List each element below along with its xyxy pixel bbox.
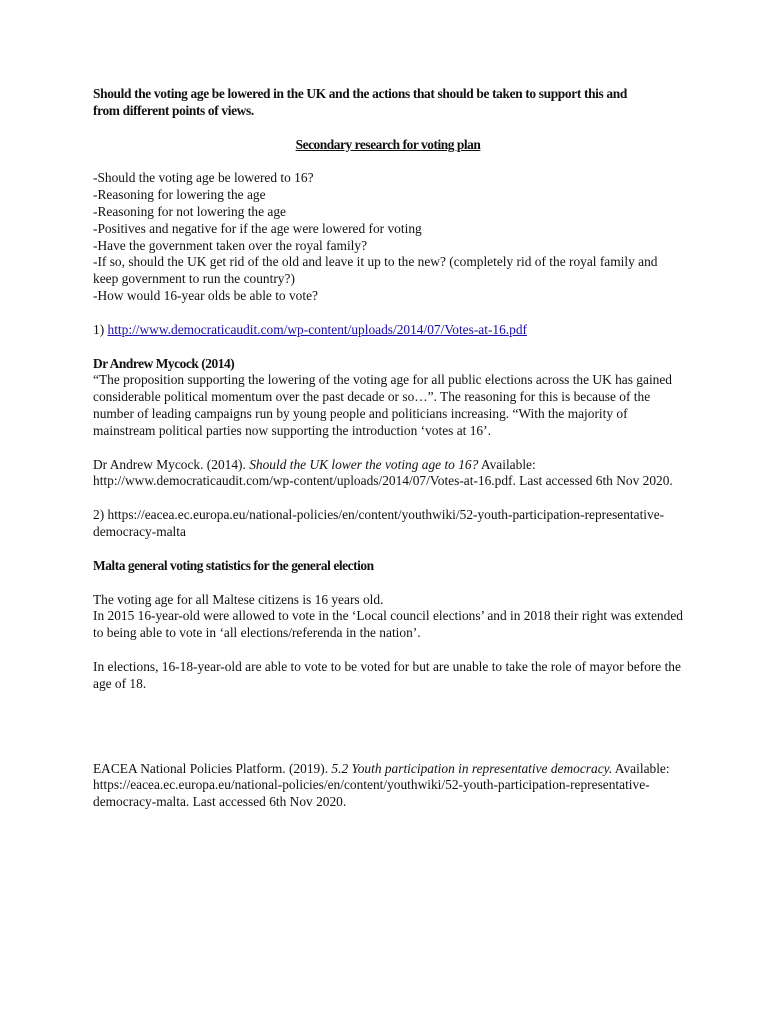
citation-1	[93, 457, 683, 491]
question-item: -Have the government taken over the royal family?	[93, 237, 368, 253]
source-2: 2) https://eacea.ec.europa.eu/national-policies/en/content/youthwiki/52-youth-participation-representative-democracy-malta	[93, 507, 665, 539]
question-item: -Positives and negative for if the age were lowered for voting	[93, 220, 422, 236]
author-heading: Dr Andrew Mycock (2014)	[93, 355, 235, 371]
malta-paragraph-2: In elections, 16-18-year-old are able to vote to be voted for but are unable to take the role of mayor before the age of 18.	[93, 658, 681, 691]
question-item: -If so, should the UK get rid of the old and leave it up to the new? (completely rid of the royal family and keep government to run the country?)	[93, 254, 658, 287]
source-1	[93, 322, 683, 339]
question-item: -Reasoning for lowering the age	[93, 187, 266, 203]
source-1-link[interactable]: http://www.democraticaudit.com/wp-content/uploads/2014/07/Votes-at-16.pdf	[107, 321, 528, 337]
subheading: Secondary research for voting plan	[295, 136, 481, 152]
title-line-1: Should the voting age be lowered in the UK and the actions that should be taken to support this and	[93, 86, 627, 101]
malta-p1-line-2: In 2015 16-year-old were allowed to vote in the ‘Local council elections’ and in 2018 their right was extended to being able to vote in ‘all elections/referenda in the nation’.	[93, 608, 683, 641]
quote-paragraph: “The proposition supporting the lowering of the voting age for all public elections across the UK has gained considerable political momentum over the past decade or so…”. The reasoning for this is because of the number of leading campaigns run by young people and politicians increasing. “With the majority of mainstream political parties now supporting the introduction ‘votes at 16’.	[93, 372, 673, 438]
source-1-number: 1)	[93, 321, 108, 337]
question-list	[93, 170, 683, 304]
title-line-2: from different points of views.	[93, 102, 254, 118]
citation-1-prefix: Dr Andrew Mycock. (2014).	[93, 456, 250, 472]
question-item: -Should the voting age be lowered to 16?	[93, 170, 314, 186]
malta-p1-line-1: The voting age for all Maltese citizens is 16 years old.	[93, 591, 384, 607]
document-page	[93, 86, 683, 811]
document-title	[93, 86, 683, 120]
question-item: -Reasoning for not lowering the age	[93, 203, 286, 219]
citation-1-suffix: Available: http://www.democraticaudit.com/wp-content/uploads/2014/07/Votes-at-16.pdf. Last accessed 6th Nov 2020.	[93, 456, 673, 489]
citation-2-title: 5.2 Youth participation in representative democracy.	[331, 760, 613, 776]
citation-1-title: Should the UK lower the voting age to 16?	[249, 456, 479, 472]
malta-paragraph-1	[93, 592, 683, 642]
question-item: -How would 16-year olds be able to vote?	[93, 287, 318, 303]
citation-2-suffix: Available: https://eacea.ec.europa.eu/national-policies/en/content/youthwiki/52-youth-participation-representative-democracy-malta. Last accessed 6th Nov 2020.	[93, 760, 670, 810]
citation-2	[93, 761, 683, 811]
subheading-row	[93, 137, 683, 154]
citation-2-prefix: EACEA National Policies Platform. (2019).	[93, 760, 332, 776]
malta-heading: Malta general voting statistics for the general election	[93, 557, 374, 573]
